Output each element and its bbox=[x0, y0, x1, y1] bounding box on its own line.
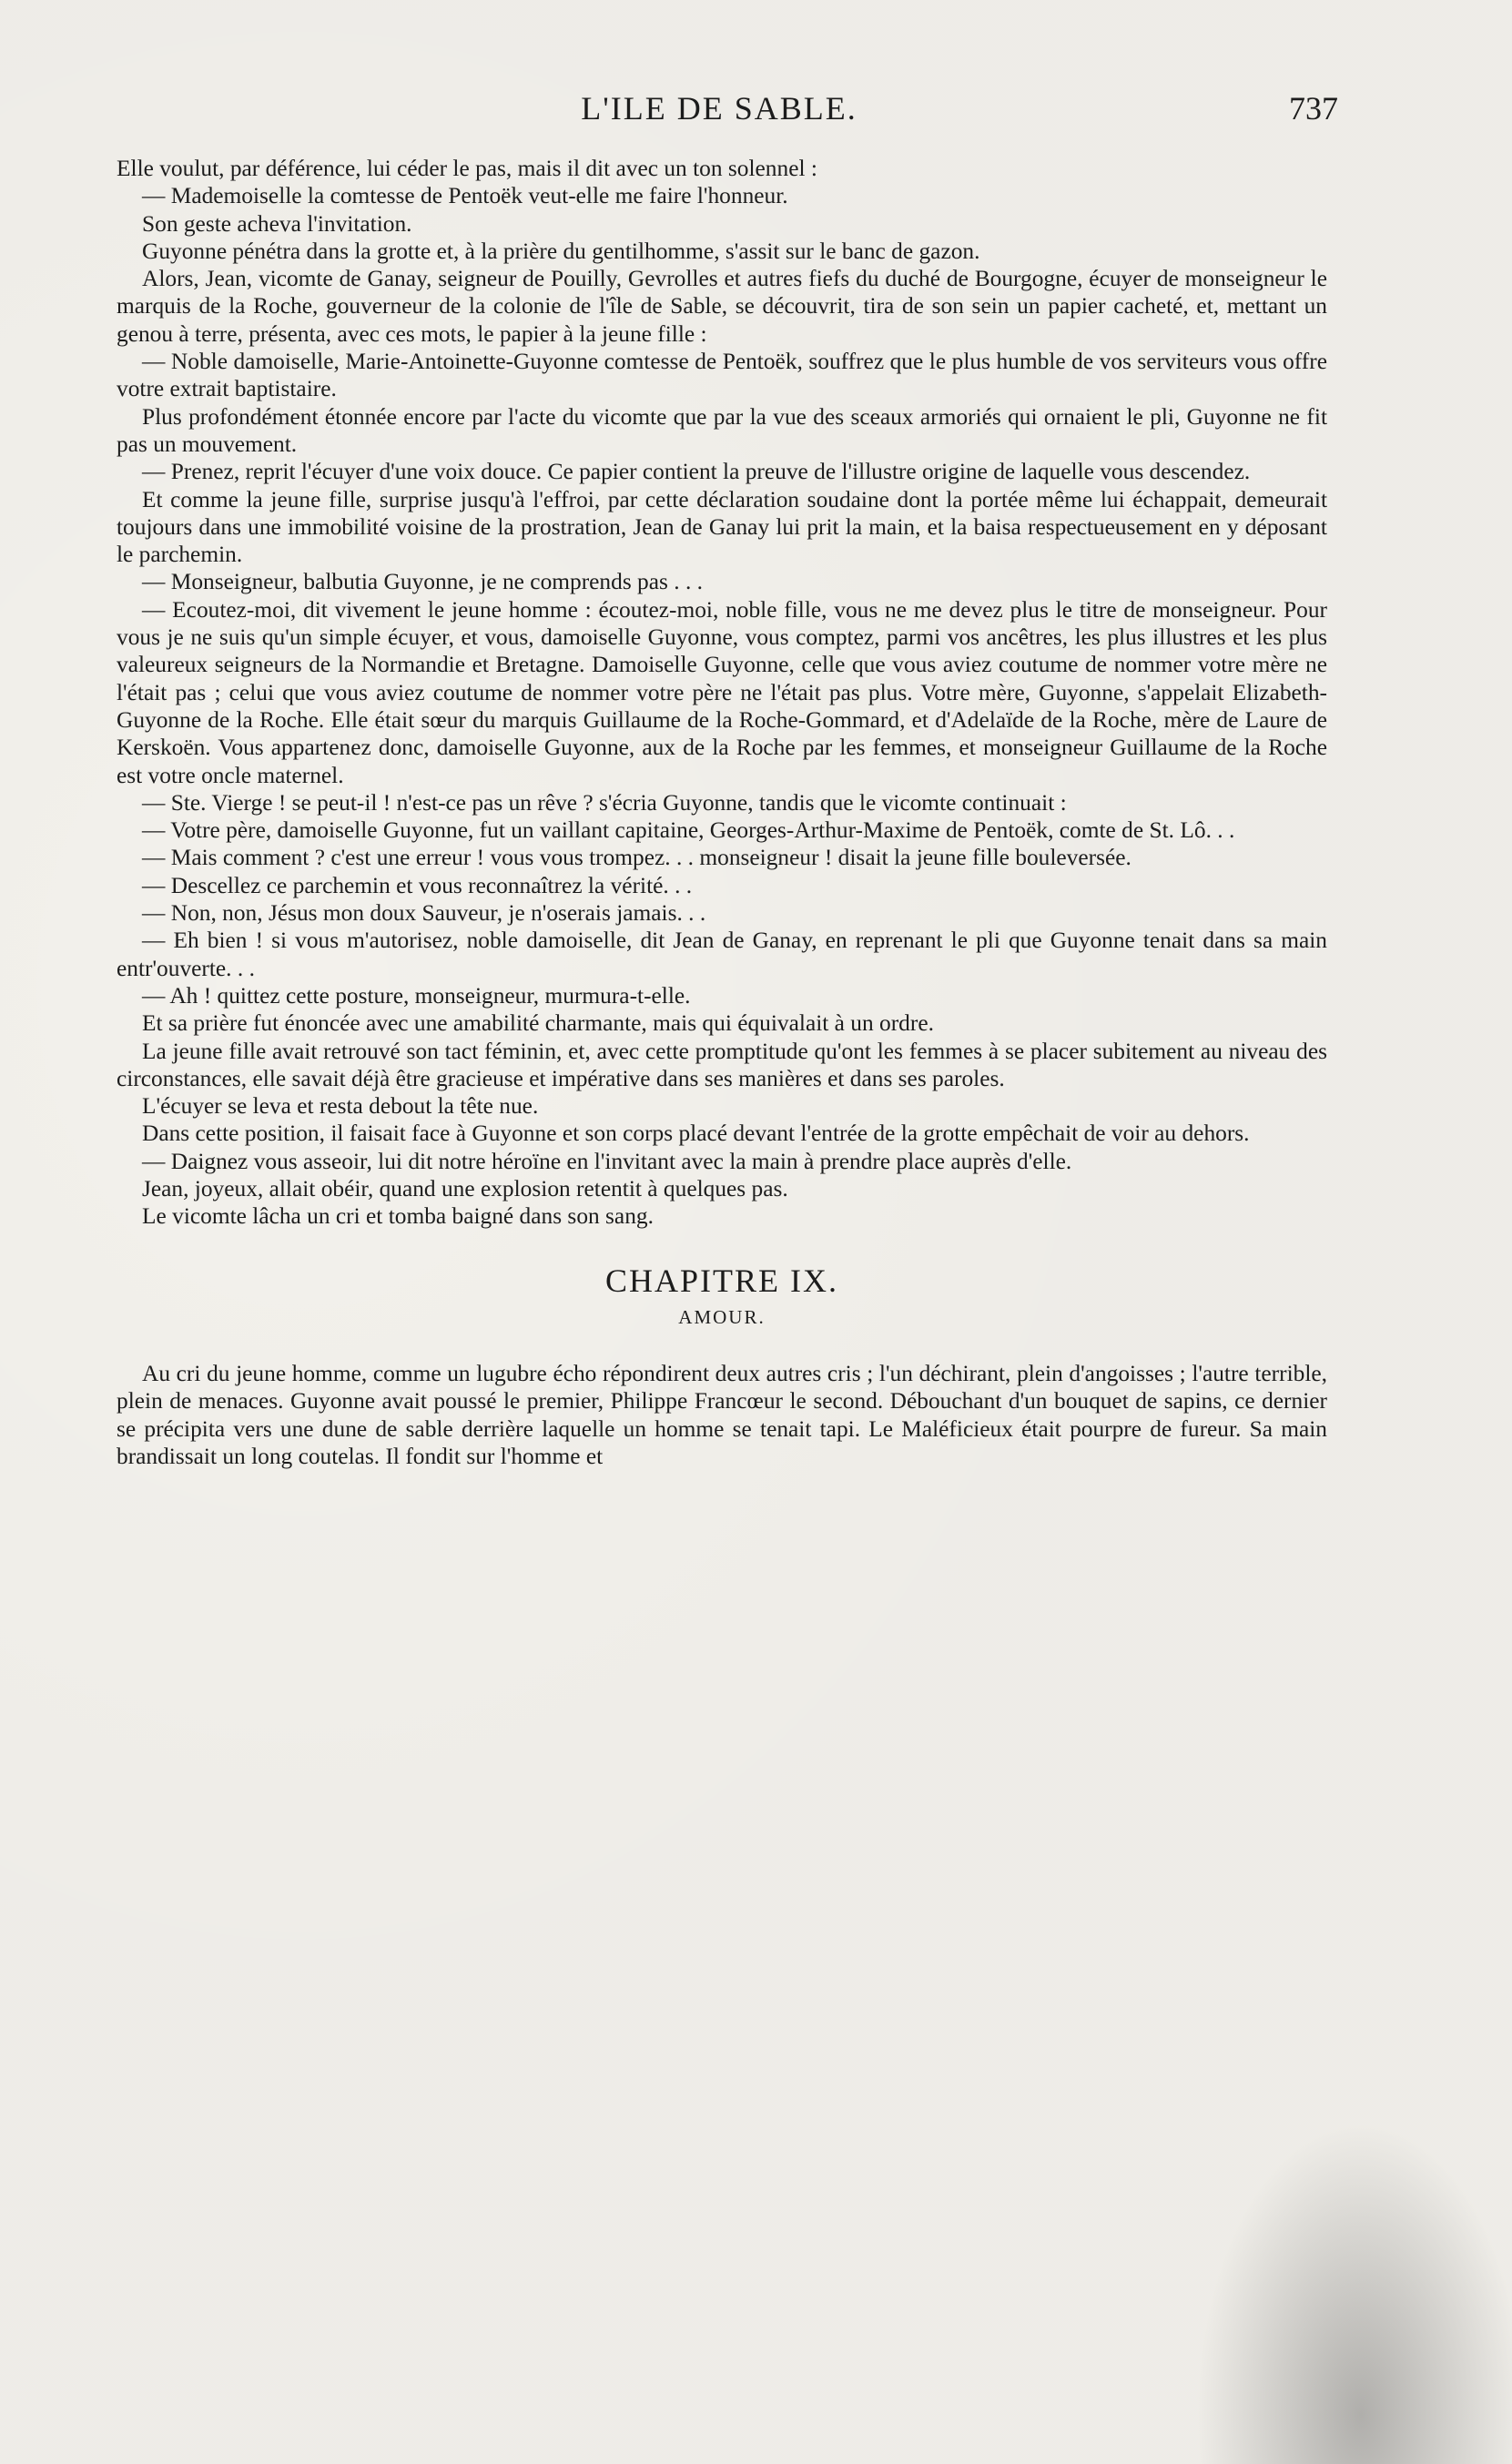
paragraph: Son geste acheva l'invitation. bbox=[142, 210, 412, 237]
body-text bbox=[117, 155, 1327, 1470]
paragraph: Plus profondément étonnée encore par l'acte du vicomte que par la vue des sceaux armoriés qui ornaient le pli, Guyonne ne fit pas un mouvement. bbox=[117, 403, 1327, 457]
paragraph: — Ste. Vierge ! se peut-il ! n'est-ce pas un rêve ? s'écria Guyonne, tandis que le vicomte continuait : bbox=[142, 789, 1067, 816]
paragraph: — Mademoiselle la comtesse de Pentoëk veut-elle me faire l'honneur. bbox=[142, 183, 788, 209]
paragraph: Jean, joyeux, allait obéir, quand une explosion retentit à quelques pas. bbox=[142, 1175, 788, 1202]
page-number: 737 bbox=[1289, 90, 1338, 127]
chapter-text bbox=[117, 1360, 1327, 1470]
paragraph: — Eh bien ! si vous m'autorisez, noble damoiselle, dit Jean de Ganay, en reprenant le pli que Guyonne tenait dans sa main entr'ouverte. . . bbox=[117, 928, 1327, 981]
paragraph: — Ah ! quittez cette posture, monseigneur, murmura-t-elle. bbox=[142, 982, 691, 1009]
paragraph: — Descellez ce parchemin et vous reconnaîtrez la vérité. . . bbox=[142, 872, 693, 898]
paragraph: Elle voulut, par déférence, lui céder le pas, mais il dit avec un ton solennel : bbox=[117, 156, 817, 181]
paragraph: Alors, Jean, vicomte de Ganay, seigneur de Pouilly, Gevrolles et autres fiefs du duché de Bourgogne, écuyer de monseigneur le marquis de la Roche, gouverneur de la colonie de l'île de Sable, se découvrit, tira de son sein un papier cacheté, et, mettant un genou à terre, présenta, avec ces mots, le papier à la jeune fille : bbox=[117, 266, 1327, 347]
paragraph: — Prenez, reprit l'écuyer d'une voix douce. Ce papier contient la preuve de l'illustre origine de laquelle vous descendez. bbox=[142, 459, 1251, 485]
paragraph: Guyonne pénétra dans la grotte et, à la prière du gentilhomme, s'assit sur le banc de gazon. bbox=[142, 238, 980, 264]
paragraph: — Noble damoiselle, Marie-Antoinette-Guyonne comtesse de Pentoëk, souffrez que le plus humble de vos serviteurs vous offre votre extrait baptistaire. bbox=[117, 349, 1327, 402]
paragraph: — Ecoutez-moi, dit vivement le jeune homme : écoutez-moi, noble fille, vous ne me devez plus le titre de monseigneur. Pour vous je ne suis qu'un simple écuyer, et vous, damoiselle Guyonne, vous comptez, parmi vos ancêtres, les plus illustres et les plus valeureux seigneurs de la Normandie et Bretagne. Damoiselle Guyonne, celle que vous aviez coutume de nommer votre mère ne l'était pas ; celui que vous aviez coutume de nommer votre père ne l'était pas plus. Votre mère, Guyonne, s'appelait Elizabeth-Guyonne de la Roche. Elle était sœur du marquis Guillaume de la Roche-Gommard, et d'Adelaïde de la Roche, mère de Laure de Kerskoën. Vous appartenez donc, damoiselle Guyonne, aux de la Roche par les femmes, et monseigneur Guillaume de la Roche est votre oncle maternel. bbox=[117, 596, 1327, 788]
paragraph: L'écuyer se leva et resta debout la tête nue. bbox=[142, 1093, 539, 1120]
paragraph: Le vicomte lâcha un cri et tomba baigné dans son sang. bbox=[142, 1203, 654, 1230]
chapter-heading: CHAPITRE IX. bbox=[605, 1262, 838, 1299]
paragraph: — Mais comment ? c'est une erreur ! vous vous trompez. . . monseigneur ! disait la jeune fille bouleversée. bbox=[142, 845, 1131, 871]
paragraph: — Votre père, damoiselle Guyonne, fut un vaillant capitaine, Georges-Arthur-Maxime de Pentoëk, comte de St. Lô. . . bbox=[142, 817, 1235, 844]
paragraph: — Monseigneur, balbutia Guyonne, je ne comprends pas . . . bbox=[142, 569, 703, 595]
paragraph: Et sa prière fut énoncée avec une amabilité charmante, mais qui équivalait à un ordre. bbox=[142, 1010, 934, 1037]
paragraph: — Non, non, Jésus mon doux Sauveur, je n'oserais jamais. . . bbox=[142, 900, 706, 927]
running-title: L'ILE DE SABLE. bbox=[581, 90, 857, 127]
paragraph: Dans cette position, il faisait face à Guyonne et son corps placé devant l'entrée de la grotte empêchait de voir au dehors. bbox=[142, 1120, 1250, 1147]
paragraph: Au cri du jeune homme, comme un lugubre écho répondirent deux autres cris ; l'un déchirant, plein d'angoisses ; l'autre terrible, plein de menaces. Guyonne avait poussé le premier, Philippe Francœur le second. Débouchant d'un bouquet de sapins, ce dernier se précipita vers une dune de sable derrière laquelle un homme se tenait tapi. Le Maléficieux était pourpre de fureur. Sa main brandissait un long coutelas. Il fondit sur l'homme et bbox=[117, 1361, 1327, 1470]
running-head bbox=[100, 89, 1338, 135]
paragraph: — Daignez vous asseoir, lui dit notre héroïne en l'invitant avec la main à prendre place auprès d'elle. bbox=[142, 1148, 1072, 1174]
paragraph: La jeune fille avait retrouvé son tact féminin, et, avec cette promptitude qu'ont les femmes à se placer subitement au niveau des circonstances, elle savait déjà être gracieuse et impérative dans ses manières et dans ses paroles. bbox=[117, 1038, 1327, 1091]
paragraph: Et comme la jeune fille, surprise jusqu'à l'effroi, par cette déclaration soudaine dont la portée même lui échappait, demeurait toujours dans une immobilité voisine de la prostration, Jean de Ganay lui prit la main, et la baisa respectueusement en y déposant le parchemin. bbox=[117, 486, 1327, 568]
chapter-subtitle: AMOUR. bbox=[678, 1305, 766, 1328]
